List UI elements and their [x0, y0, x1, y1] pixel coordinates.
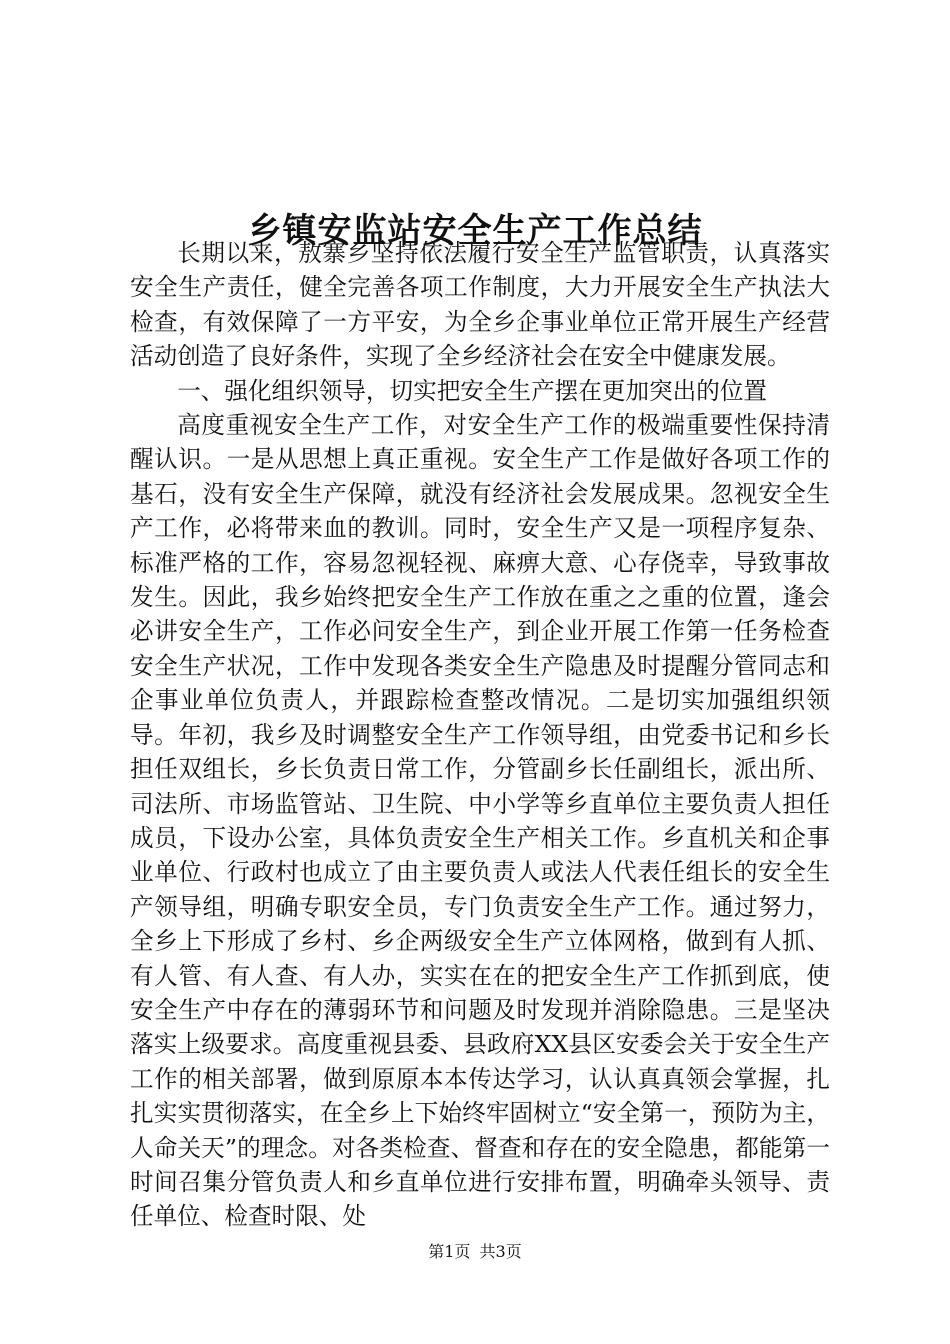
body-paragraph: 高度重视安全生产工作，对安全生产工作的极端重要性保持清醒认识。一是从思想上真正重视。安全生产工作是做好各项工作的基石，没有安全生产保障，就没有经济社会发展成果。忽视安全生产工作，必将带来血的教训。同时，安全生产又是一项程序复杂、标准严格的工作，容易忽视轻视、麻痹大意、心存侥幸，导致事故发生。因此，我乡始终把安全生产工作放在重之之重的位置，逢会必讲安全生产，工作必问安全生产，到企业开展工作第一任务检查安全生产状况，工作中发现各类安全生产隐患及时提醒分管同志和企事业单位负责人，并跟踪检查整改情况。二是切实加强组织领导。年初，我乡及时调整安全生产工作领导组，由党委书记和乡长担任双组长，乡长负责日常工作，分管副乡长任副组长，派出所、司法所、市场监管站、卫生院、中小学等乡直单位主要负责人担任成员，下设办公室，具体负责安全生产相关工作。乡直机关和企事业单位、行政村也成立了由主要负责人或法人代表任组长的安全生产领导组，明确专职安全员，专门负责安全生产工作。通过努力，全乡上下形成了乡村、乡企两级安全生产立体网格，做到有人抓、有人管、有人查、有人办，实实在在的把安全生产工作抓到底，使安全生产中存在的薄弱环节和问题及时发现并消除隐患。三是坚决落实上级要求。高度重视县委、县政府XX县区安委会关于安全生产工作的相关部署，做到原原本本传达学习，认认真真领会掌握，扎扎实实贯彻落实，在全乡上下始终牢固树立“安全第一，预防为主，人命关天”的理念。对各类检查、督查和存在的安全隐患，都能第一时间召集分管负责人和乡直单位进行安排布置，明确牵头领导、责任单位、检查时限、处 — [130, 411, 830, 1231]
document-body — [130, 236, 830, 1234]
page-number: 第1页 — [428, 1242, 471, 1261]
page-footer — [0, 1240, 950, 1264]
intro-paragraph: 长期以来，敖寨乡坚持依法履行安全生产监管职责，认真落实安全生产责任，健全完善各项工作制度，大力开展安全生产执法大检查，有效保障了一方平安，为全乡企事业单位正常开展生产经营活动创造了良好条件，实现了全乡经济社会在安全中健康发展。 — [130, 239, 830, 371]
document-title: 乡镇安监站安全生产工作总结 — [247, 210, 703, 251]
section-heading: 一、强化组织领导，切实把安全生产摆在更加突出的位置 — [177, 376, 768, 405]
page-total: 共3页 — [479, 1242, 522, 1261]
